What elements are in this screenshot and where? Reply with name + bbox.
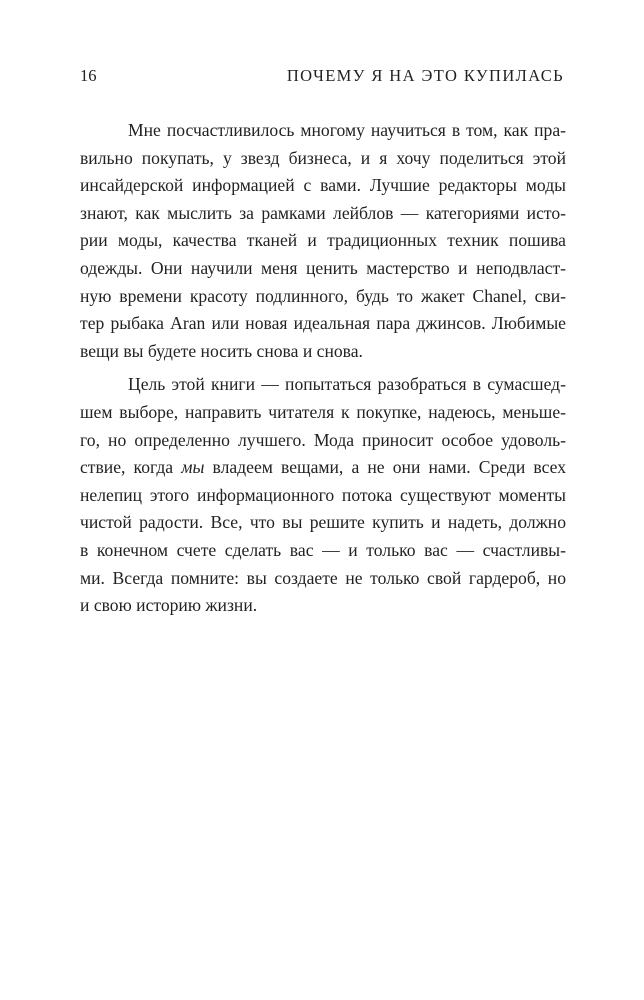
text-line: Цель этой книги — попытаться разобраться в сумасшед- [128,374,566,395]
text-line: ную времени красоту подлинного, будь то жакет Chanel, сви- [80,285,566,306]
italic-emphasis: мы [181,457,205,478]
text-line [80,454,566,482]
text-line: нелепиц этого информационного потока существуют моменты [80,484,566,505]
text-line: ми. Всегда помните: вы создаете не только свой гардероб, но [80,567,566,588]
paragraph-2 [80,371,566,619]
text-line: чистой радости. Все, что вы решите купить и надеть, должно [80,512,566,533]
text-line: вещи вы будете носить снова и снова. [80,340,363,361]
running-header [80,66,564,96]
text-line: Мне посчастливилось многому научиться в том, как пра- [128,120,566,140]
text-line: знают, как мыслить за рамками лейблов — категориями исто- [80,202,566,223]
text-fragment: ствие, когда [80,457,182,478]
chapter-title: ПОЧЕМУ Я НА ЭТО КУПИЛАСЬ [286,66,564,85]
text-line: инсайдерской информацией с вами. Лучшие редакторы моды [80,175,566,196]
text-line: и свою историю жизни. [80,595,258,616]
text-line: рии моды, качества тканей и традиционных техник пошива [80,230,566,251]
text-line: одежды. Они научили меня ценить мастерство и неподвласт- [80,257,566,278]
text-line: в конечном счете сделать вас — и только вас — счастливы- [80,539,566,560]
text-fragment: владеем вещами, а не они нами. Среди всех [204,457,566,478]
text-line: вильно покупать, у звезд бизнеса, и я хочу поделиться этой [80,147,566,168]
page-number: 16 [80,66,97,85]
text-line: шем выборе, направить читателя к покупке, надеюсь, меньше- [80,401,566,422]
body-text [80,117,566,620]
text-line: го, но определенно лучшего. Мода приносит особое удоволь- [80,429,566,450]
paragraph-1 [80,117,566,365]
text-line: тер рыбака Aran или новая идеальная пара джинсов. Любимые [80,313,566,334]
